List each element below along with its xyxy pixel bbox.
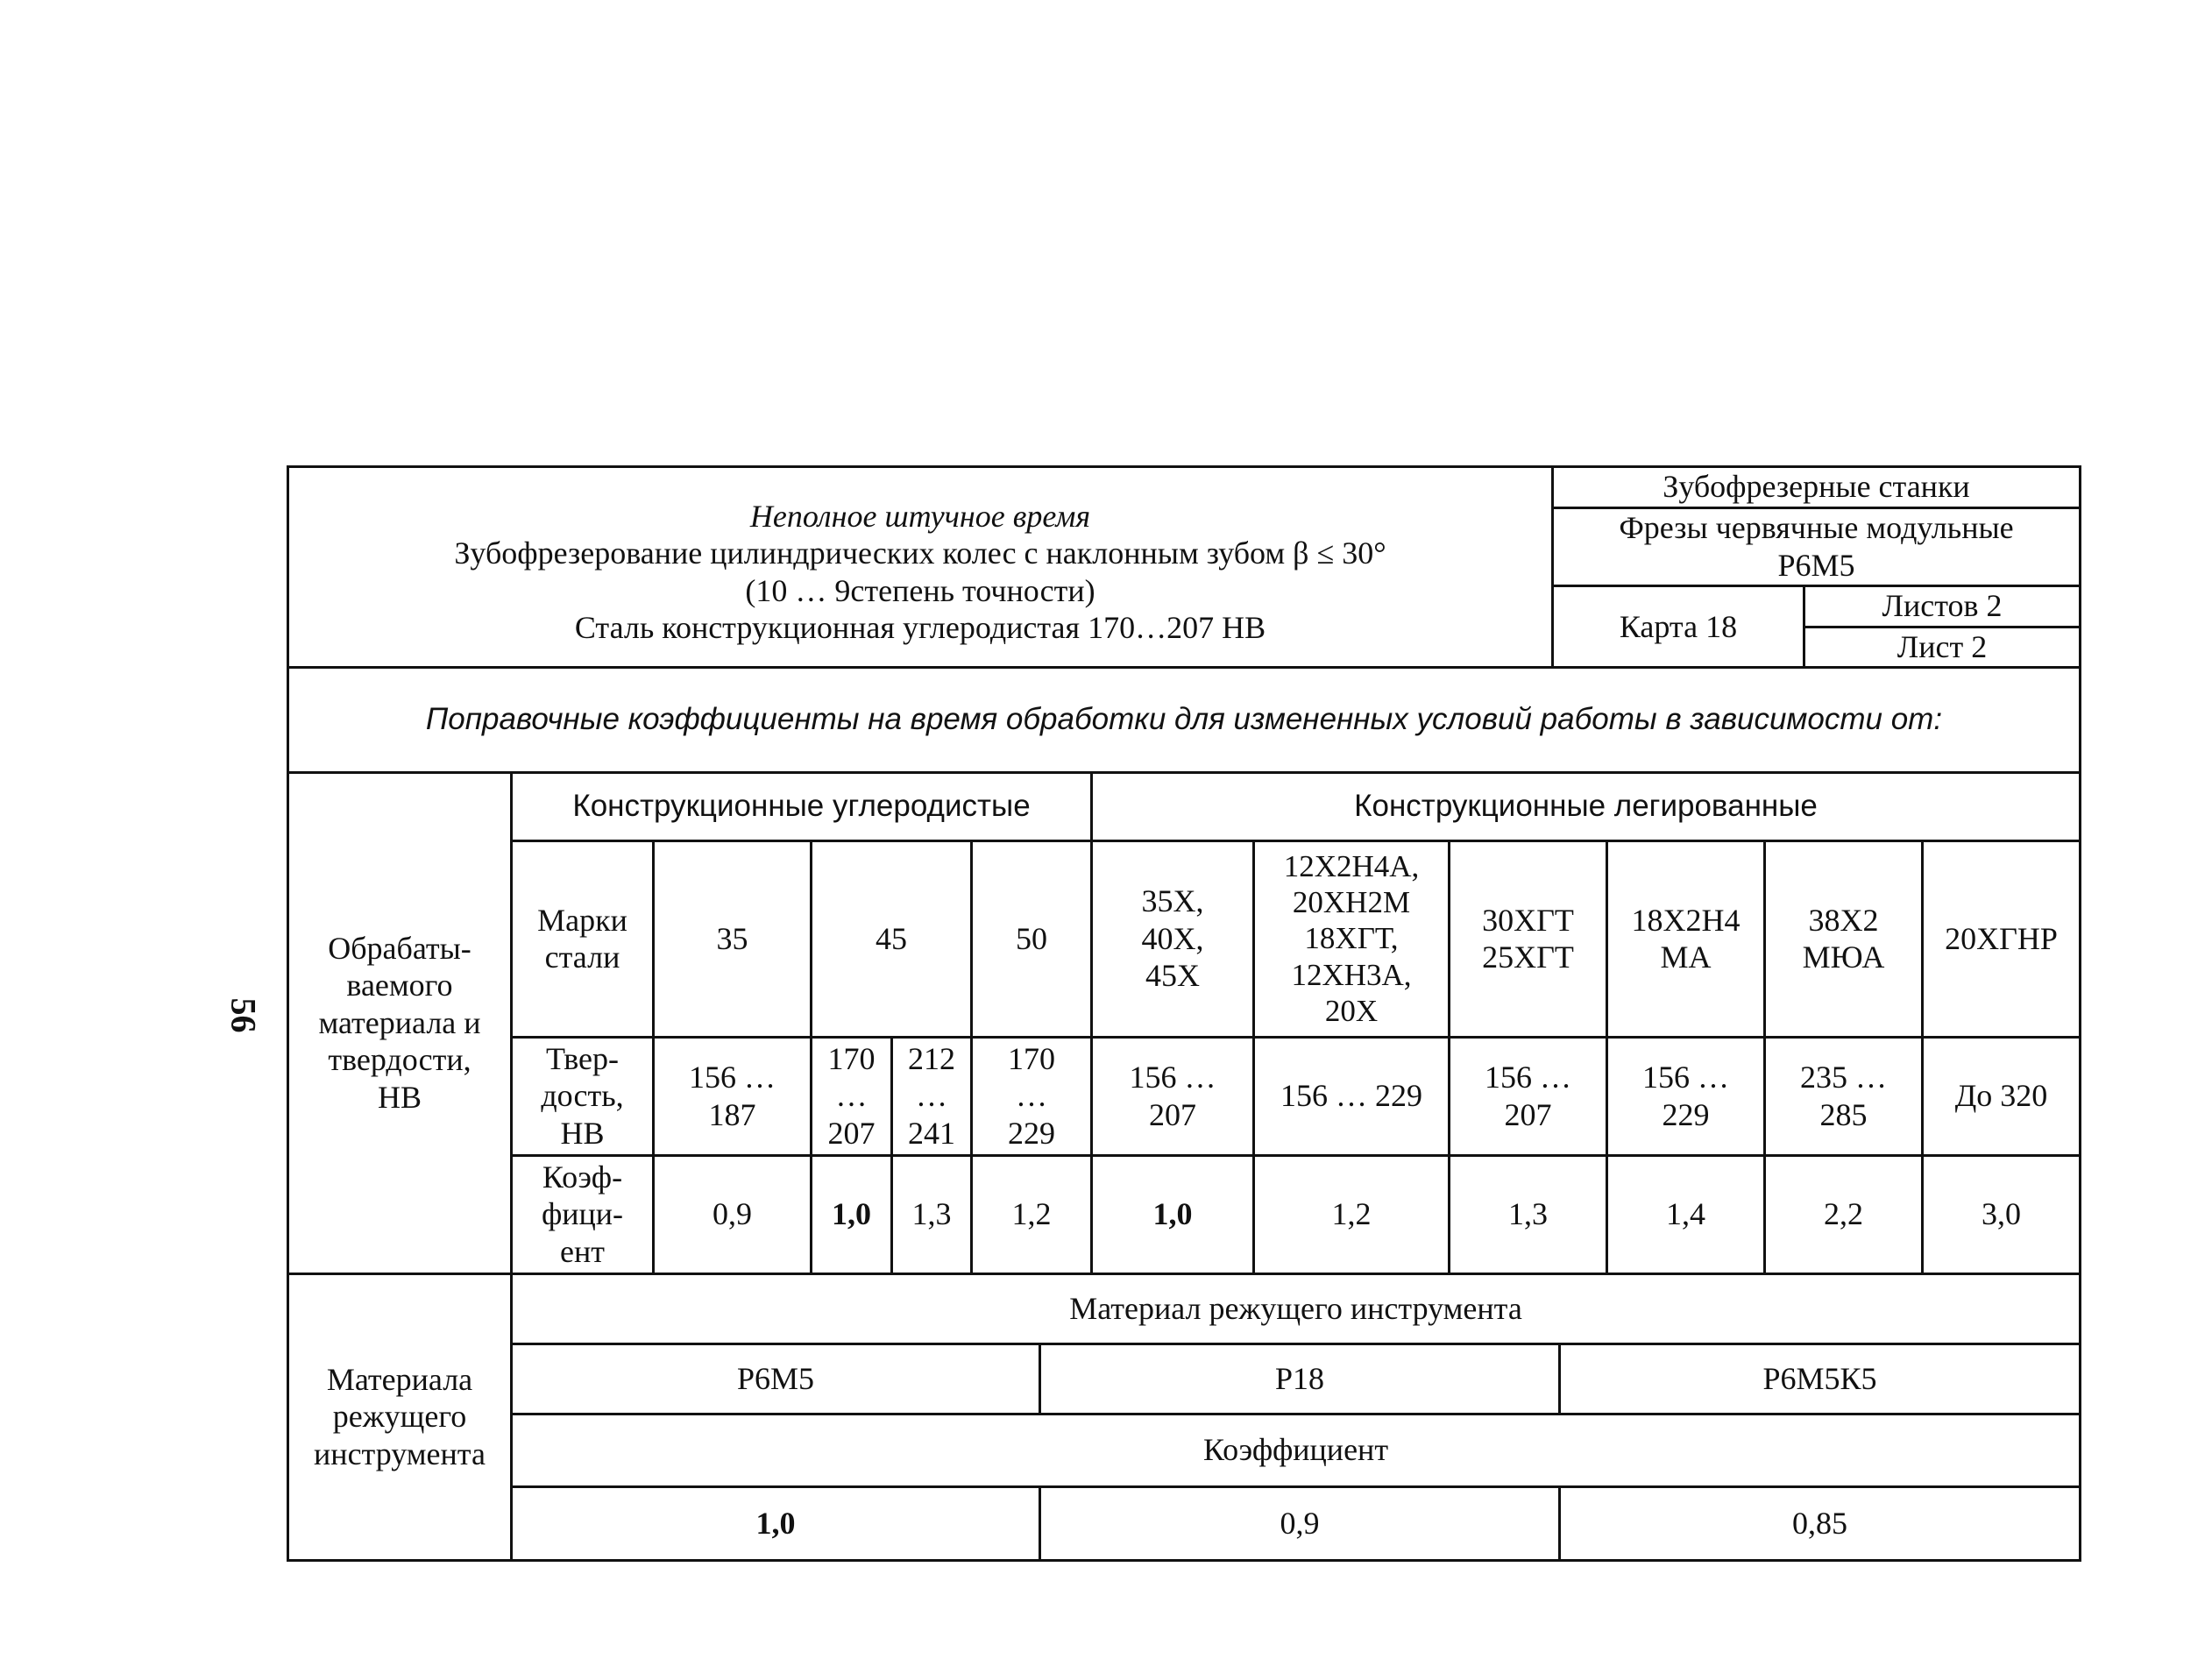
- title-italic: Неполное штучное время: [749, 498, 1091, 534]
- group-alloy: Конструкционные легированные: [1354, 789, 1818, 824]
- coef-45-b: 1,3: [911, 1196, 952, 1232]
- grade-alloy-6: 20ХГНР: [1945, 920, 2058, 956]
- grade-alloy-4: 18Х2Н4 МА: [1631, 902, 1741, 975]
- page-number: 56: [223, 997, 264, 1033]
- subtitle: Поправочные коэффициенты на время обработки для измененных условий работы в зависимости от:: [425, 702, 1943, 737]
- tool-coef-p6m5: 1,0: [755, 1505, 796, 1541]
- grade-35: 35: [716, 920, 748, 956]
- grade-45: 45: [876, 920, 907, 956]
- hardness-alloy-5: 235 … 285: [1800, 1060, 1887, 1132]
- grade-alloy-2: 12Х2Н4А, 20ХН2М 18ХГТ, 12ХН3А, 20Х: [1283, 848, 1420, 1028]
- sheets-total: Листов 2: [1882, 588, 2003, 624]
- hardness-alloy-3: 156 … 207: [1485, 1060, 1571, 1132]
- tool-coef-header: Коэффициент: [1202, 1432, 1389, 1468]
- title-line3: (10 … 9степень точности): [745, 572, 1095, 608]
- sheet-number: Лист 2: [1897, 629, 1988, 665]
- coef-35: 0,9: [713, 1196, 752, 1232]
- tool-p18: Р18: [1274, 1360, 1325, 1396]
- hardness-35: 156 … 187: [689, 1060, 776, 1132]
- coef-alloy-3: 1,3: [1508, 1196, 1548, 1232]
- grade-alloy-5: 38Х2 МЮА: [1802, 902, 1885, 975]
- label-grades: Марки стали: [537, 902, 627, 975]
- title-line2: Зубофрезерование цилиндрических колес с наклонным зубом β ≤ 30°: [454, 535, 1386, 571]
- label-hardness: Твер- дость, НВ: [541, 1040, 624, 1151]
- hardness-alloy-1: 156 … 207: [1129, 1060, 1216, 1132]
- hardness-alloy-4: 156 … 229: [1642, 1060, 1729, 1132]
- hardness-alloy-2: 156 … 229: [1280, 1078, 1422, 1114]
- tool-p6m5: Р6М5: [736, 1360, 815, 1396]
- tool-coef-p18: 0,9: [1280, 1505, 1320, 1541]
- coef-alloy-5: 2,2: [1824, 1196, 1863, 1232]
- tool-row-label: Материала режущего инструмента: [314, 1361, 486, 1471]
- hardness-alloy-6: До 320: [1954, 1078, 2048, 1114]
- tool-p6m5k5: Р6М5К5: [1762, 1360, 1877, 1396]
- coef-45-a: 1,0: [832, 1196, 871, 1232]
- grade-alloy-1: 35Х, 40Х, 45Х: [1141, 883, 1204, 994]
- coef-alloy-4: 1,4: [1666, 1196, 1705, 1232]
- material-row-label: Обрабаты- ваемого материала и твердости, НВ: [318, 930, 481, 1115]
- group-carbon: Конструкционные углеродистые: [572, 789, 1031, 824]
- coef-alloy-1: 1,0: [1152, 1196, 1193, 1232]
- machine-type: Зубофрезерные станки: [1663, 469, 1970, 505]
- coef-50: 1,2: [1011, 1196, 1052, 1232]
- header-title: [289, 478, 1551, 666]
- hardness-45-b: 212 … 241: [908, 1040, 955, 1151]
- grade-alloy-3: 30ХГТ 25ХГТ: [1482, 902, 1574, 975]
- tool-coef-p6m5k5: 0,85: [1792, 1505, 1847, 1541]
- grade-50: 50: [1016, 920, 1047, 956]
- card-number: Карта 18: [1619, 608, 1738, 644]
- coef-alloy-6: 3,0: [1982, 1196, 2021, 1232]
- label-coef: Коэф- фици- ент: [541, 1159, 624, 1269]
- coef-alloy-2: 1,2: [1331, 1196, 1372, 1232]
- hardness-45-a: 170 … 207: [827, 1040, 876, 1151]
- tool-type: Фрезы червячные модульные Р6М5: [1619, 510, 2014, 583]
- hardness-50: 170 … 229: [1008, 1040, 1055, 1151]
- title-line4: Сталь конструкционная углеродистая 170…207 НВ: [574, 609, 1266, 645]
- tool-header: Материал режущего инструмента: [1069, 1290, 1522, 1326]
